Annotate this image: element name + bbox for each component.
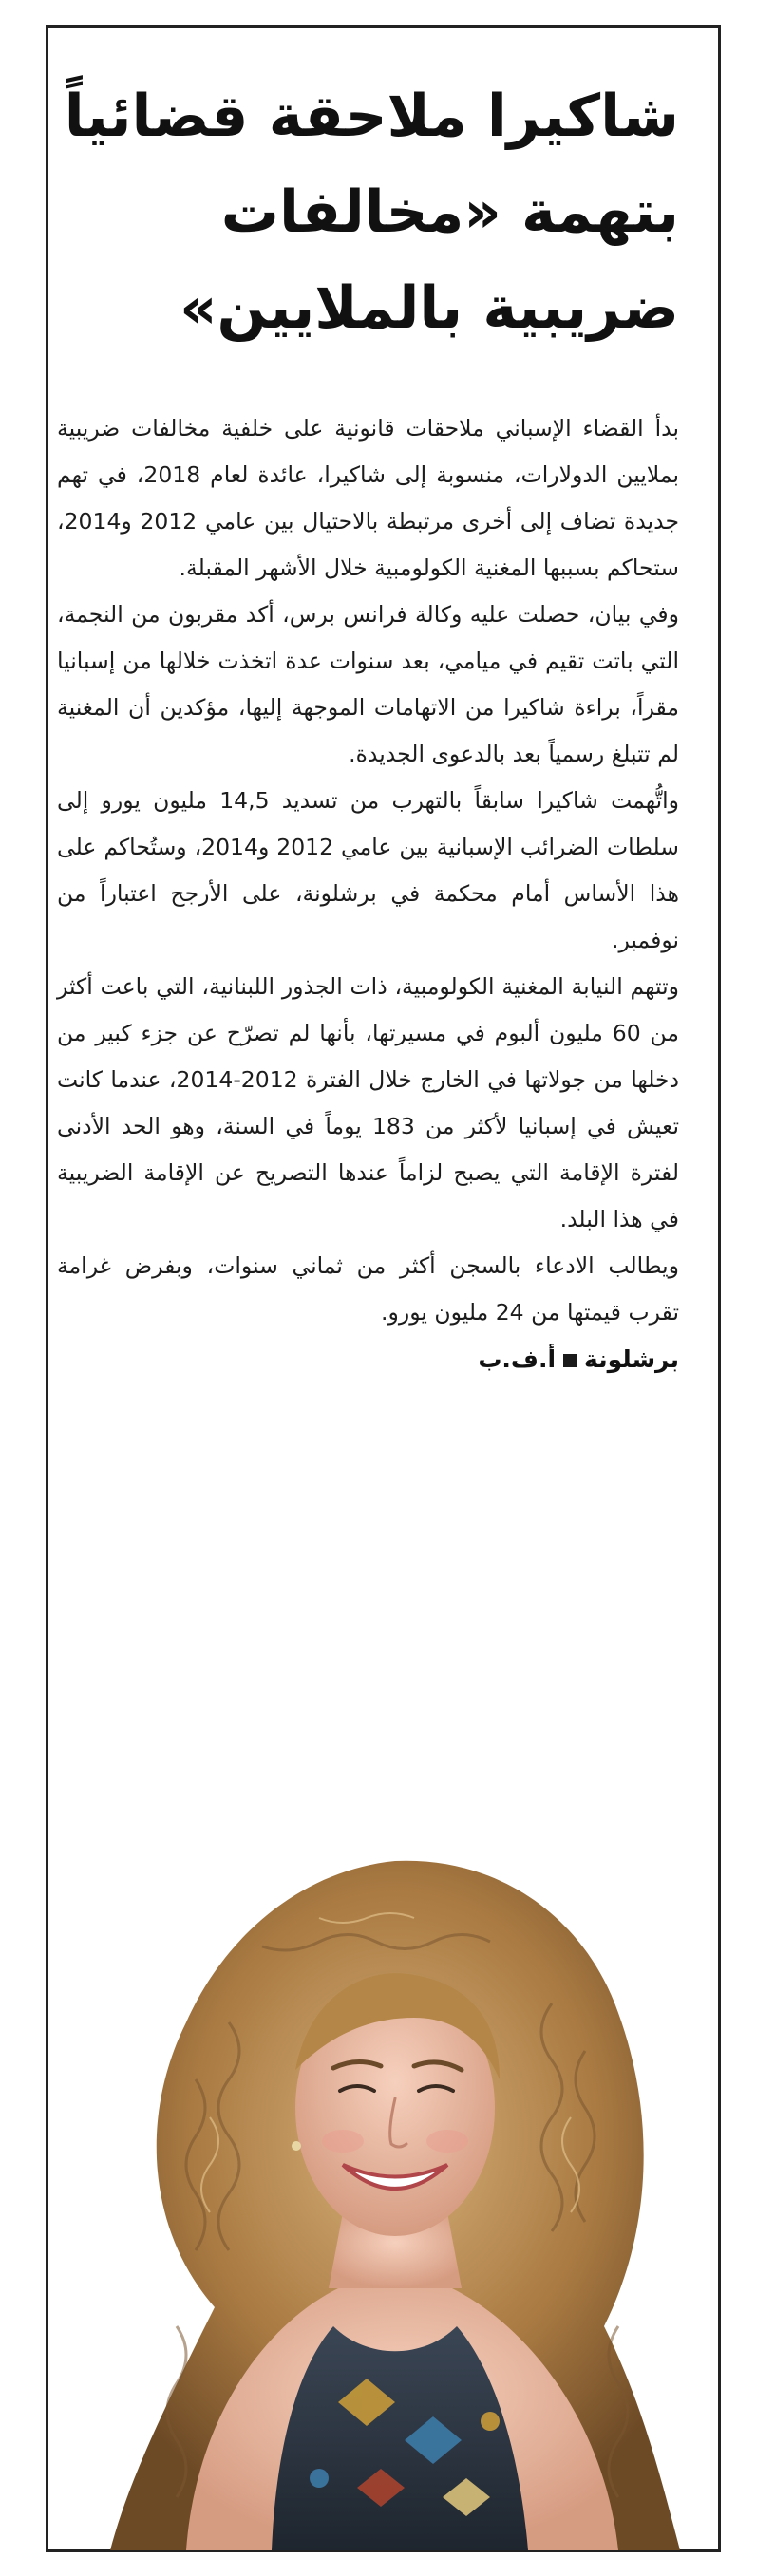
byline-agency: أ.ف.ب (478, 1345, 557, 1373)
headline-line-2: بتهمة «مخالفات (220, 179, 679, 246)
headline-line-3: ضريبية بالملايين» (180, 274, 679, 342)
byline-city: برشلونة (584, 1345, 679, 1373)
paragraph-4: وتتهم النيابة المغنية الكولومبية، ذات الجذور اللبنانية، التي باعت أكثر من 60 مليون ألبوم في مسيرتها، بأنها لم تصرّح عن جزء كبير من دخلها من جولاتها في الخارج خلال الفترة 2012-2014، عندما كانت تعيش في إسبانيا لأكثر من 183 يوماً في السنة، وهو الحد الأدنى لفترة الإقامة التي يصبح لزاماً عندها التصريح عن الإقامة الضريبية في هذا البلد. (57, 973, 680, 1232)
article (57, 38, 679, 1383)
headline-line-1: شاكيرا ملاحقة قضائياً (64, 83, 679, 150)
byline-separator (563, 1354, 577, 1367)
paragraph-1: بدأ القضاء الإسباني ملاحقات قانونية على خلفية مخالفات ضريبية بملايين الدولارات، منسوبة إلى شاكيرا، عائدة لعام 2018، في تهم جديدة تضاف إلى أخرى مرتبطة بالاحتيال بين عامي 2012 و2014، ستحاكم بسببها المغنية الكولومبية خلال الأشهر المقبلة. (57, 415, 680, 581)
headline (57, 68, 679, 356)
paragraph-5: ويطالب الادعاء بالسجن أكثر من ثماني سنوات، وبفرض غرامة تقرب قيمتها من 24 مليون يورو. (57, 1252, 679, 1326)
paragraph-3: واتُّهمت شاكيرا سابقاً بالتهرب من تسديد 14,5 مليون يورو إلى سلطات الضرائب الإسبانية بين عامي 2012 و2014، وستُحاكم على هذا الأساس أمام محكمة في برشلونة، على الأرجح اعتباراً من نوفمبر. (57, 787, 679, 953)
portrait-photo (72, 1833, 718, 2550)
byline (57, 1336, 679, 1383)
paragraph-2: وفي بيان، حصلت عليه وكالة فرانس برس، أكد مقربون من النجمة، التي باتت تقيم في ميامي، بعد سنوات عدة اتخذت خلالها من إسبانيا مقراً، براءة شاكيرا من الاتهامات الموجهة إليها، مؤكدين أن المغنية لم تتبلغ رسمياً بعد بالدعوى الجديدة. (57, 601, 679, 767)
article-body (57, 405, 679, 1336)
